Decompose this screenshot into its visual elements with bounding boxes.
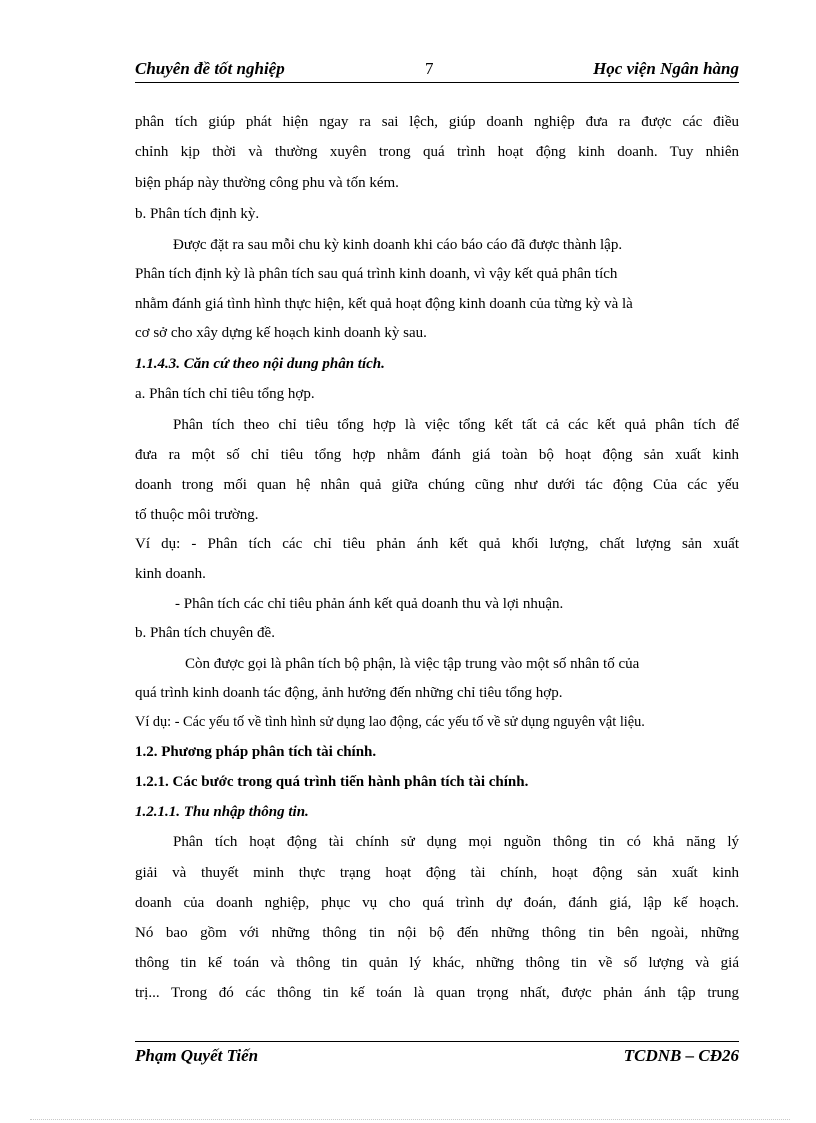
page-header	[135, 56, 739, 83]
paragraph-line: Phân tích hoạt động tài chính sử dụng mọi nguồn thông tin có khả năng lý	[173, 834, 739, 850]
section-heading: 1.2. Phương pháp phân tích tài chính.	[135, 744, 377, 760]
paragraph-line: giải và thuyết minh thực trạng hoạt động tài chính, hoạt động sản xuất kinh	[135, 865, 739, 881]
subheading: b. Phân tích định kỳ.	[135, 206, 260, 222]
page-footer	[135, 1041, 739, 1072]
header-title: Chuyên đề tốt nghiệp	[135, 59, 285, 78]
section-heading: 1.2.1. Các bước trong quá trình tiến hành phân tích tài chính.	[135, 774, 529, 790]
subheading: b. Phân tích chuyên đề.	[135, 625, 275, 641]
subheading: a. Phân tích chỉ tiêu tổng hợp.	[135, 386, 315, 402]
footer-author: Phạm Quyết Tiến	[135, 1046, 259, 1065]
paragraph-line: Phân tích theo chỉ tiêu tổng hợp là việc tổng kết tất cả các kết quả phân tích để	[173, 417, 739, 433]
footer-class-code: TCDNB – CĐ26	[623, 1046, 739, 1065]
paragraph-line: Phân tích định kỳ là phân tích sau quá trình kinh doanh, vì vậy kết quả phân tích	[135, 266, 618, 282]
paragraph-line: doanh của doanh nghiệp, phục vụ cho quá trình dự đoán, đánh giá, lập kế hoạch.	[135, 895, 739, 911]
paragraph-line: tố thuộc môi trường.	[135, 507, 259, 523]
paragraph-line: thông tin kế toán và thông tin quản lý khác, những thông tin về số lượng và giá	[135, 955, 739, 971]
paragraph-line: đưa ra một số chỉ tiêu tổng hợp nhằm đánh giá toàn bộ hoạt động sản xuất kinh	[135, 447, 739, 463]
page-bottom-border	[30, 1119, 790, 1120]
paragraph-line: doanh trong mối quan hệ nhân quả giữa chúng cũng như dưới tác động Của các yếu	[135, 477, 739, 493]
paragraph-line: nhằm đánh giá tình hình thực hiện, kết quả hoạt động kinh doanh của từng kỳ và là	[135, 296, 633, 312]
paragraph-line: phân tích giúp phát hiện ngay ra sai lệch, giúp doanh nghiệp đưa ra được các điều	[135, 114, 739, 130]
paragraph-line: cơ sở cho xây dựng kế hoạch kinh doanh kỳ sau.	[135, 325, 427, 341]
paragraph-line: - Phân tích các chỉ tiêu phản ánh kết quả doanh thu và lợi nhuận.	[175, 596, 564, 612]
page-number: 7	[425, 59, 434, 78]
paragraph-line: kinh doanh.	[135, 566, 206, 582]
paragraph-line: Ví dụ: - Các yếu tố về tình hình sử dụng lao động, các yếu tố về sử dụng nguyên vật liệu.	[135, 714, 645, 730]
header-institution: Học viện Ngân hàng	[593, 59, 739, 78]
paragraph-line: Ví dụ: - Phân tích các chỉ tiêu phản ánh kết quả khối lượng, chất lượng sản xuất	[135, 536, 739, 552]
paragraph-line: quá trình kinh doanh tác động, ảnh hưởng đến những chỉ tiêu tổng hợp.	[135, 685, 563, 701]
paragraph-line: Còn được gọi là phân tích bộ phận, là việc tập trung vào một số nhân tố của	[185, 656, 640, 672]
paragraph-line: biện pháp này thường công phu và tốn kém.	[135, 175, 399, 191]
paragraph-line: trị... Trong đó các thông tin kế toán là quan trọng nhất, được phản ánh tập trung	[135, 985, 739, 1001]
section-heading: 1.1.4.3. Căn cứ theo nội dung phân tích.	[135, 356, 385, 372]
section-heading: 1.2.1.1. Thu nhập thông tin.	[135, 804, 309, 820]
paragraph-line: chỉnh kịp thời và thường xuyên trong quá trình hoạt động kinh doanh. Tuy nhiên	[135, 144, 739, 160]
paragraph-line: Được đặt ra sau mỗi chu kỳ kinh doanh khi cáo báo cáo đã được thành lập.	[173, 237, 623, 253]
paragraph-line: Nó bao gồm với những thông tin nội bộ đến những thông tin bên ngoài, những	[135, 925, 739, 941]
